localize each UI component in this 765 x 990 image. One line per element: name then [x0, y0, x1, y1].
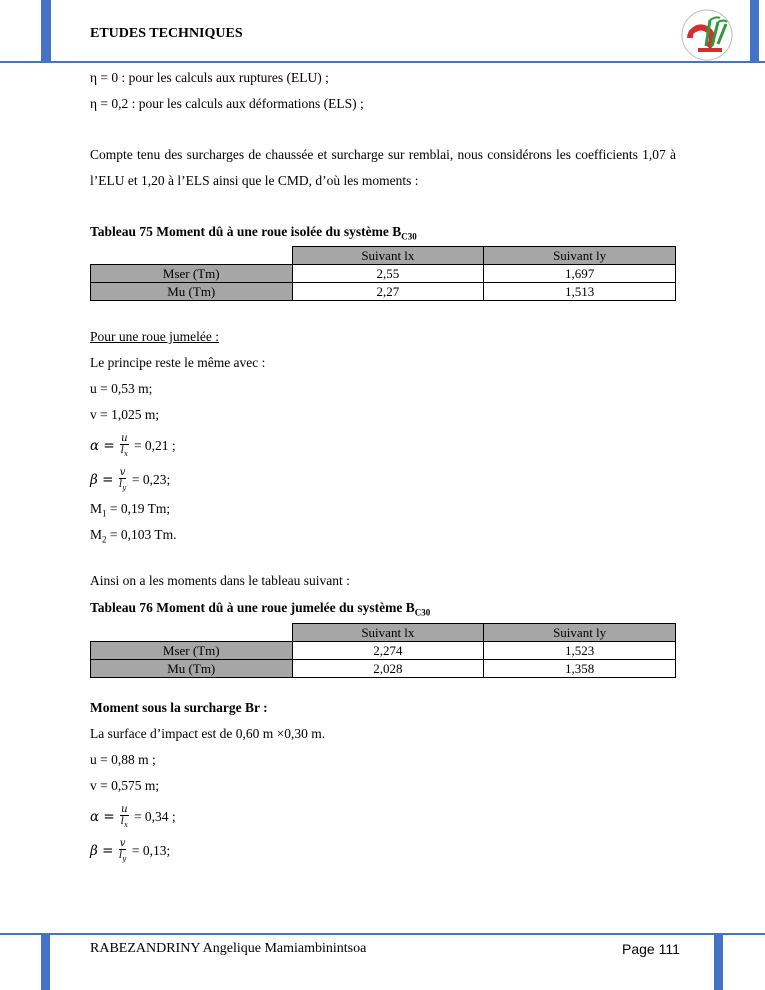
surface-line: La surface d’impact est de 0,60 m ×0,30 m.: [90, 726, 326, 741]
table75-caption: Tableau 75 Moment dû à une roue isolée du système $B_{C30}$: [90, 224, 417, 242]
row-label: Mser (Tm): [91, 642, 293, 660]
ainsi-line: Ainsi on a les moments dans le tableau suivant :: [90, 573, 350, 588]
table-row: [91, 660, 676, 678]
cell-lx: 2,27: [292, 283, 484, 301]
coefficients-paragraph: Compte tenu des surcharges de chaussée et surcharge sur remblai, nous considérons les coefficients 1,07 à l’ELU et 1,20 à l’ELS ainsi que le CMD, d’où les moments :: [90, 147, 676, 188]
right-bottom-accent-bar: [714, 933, 723, 990]
table76-caption: Tableau 76 Moment dû à une roue jumelée du système $B_{C30}$: [90, 600, 431, 618]
header-ly: Suivant ly: [484, 247, 676, 265]
table75: [90, 246, 676, 301]
table-row: [91, 283, 676, 301]
header-lx: Suivant lx: [292, 624, 484, 642]
cell-ly: 1,523: [484, 642, 676, 660]
alpha1-line: α = $\frac{u}{l_x}$ = 0,21 ;: [90, 433, 176, 459]
left-top-accent-bar: [41, 0, 51, 62]
cell-ly: 1,697: [484, 265, 676, 283]
header-lx: Suivant lx: [292, 247, 484, 265]
footer-page-number: Page 111: [622, 941, 680, 957]
eta-elu-line: η = 0 : pour les calculs aux ruptures (ELU) ;: [90, 70, 329, 85]
page-content: [90, 68, 676, 870]
right-top-accent-bar: [750, 0, 759, 62]
header-divider: [0, 61, 765, 63]
m1-line: $M_1 = 0,19$ Tm;: [90, 501, 171, 519]
header-title: ETUDES TECHNIQUES: [90, 26, 243, 41]
cell-ly: 1,513: [484, 283, 676, 301]
row-label: Mu (Tm): [91, 283, 293, 301]
footer-author: RABEZANDRINY Angelique Mamiambinintsoa: [90, 941, 367, 956]
cell-lx: 2,55: [292, 265, 484, 283]
eta-els-line: η = 0,2 : pour les calculs aux déformations (ELS) ;: [90, 96, 364, 111]
u1-line: u = 0,53 m;: [90, 381, 153, 396]
table-row: [91, 265, 676, 283]
roue-jumelee-title: Pour une roue jumelée :: [90, 329, 219, 344]
u2-line: u = 0,88 m ;: [90, 752, 156, 767]
table-header-row: [91, 624, 676, 642]
row-label: Mu (Tm): [91, 660, 293, 678]
table76: [90, 623, 676, 678]
beta1-line: β = $\frac{v}{l_y}$ = 0,23;: [90, 467, 171, 493]
alpha2-line: α = $\frac{u}{l_x}$ = 0,34 ;: [90, 804, 176, 830]
cell-lx: 2,274: [292, 642, 484, 660]
cell-lx: 2,028: [292, 660, 484, 678]
university-logo-icon: [676, 8, 738, 62]
principe-line: Le principe reste le même avec :: [90, 355, 266, 370]
beta2-line: β = $\frac{v}{l_y}$ = 0,13;: [90, 838, 171, 864]
table-header-row: [91, 247, 676, 265]
v1-line: v = 1,025 m;: [90, 407, 160, 422]
row-label: Mser (Tm): [91, 265, 293, 283]
footer-divider: [0, 933, 765, 935]
left-bottom-accent-bar: [41, 933, 50, 990]
br-title: Moment sous la surcharge Br :: [90, 700, 268, 715]
cell-ly: 1,358: [484, 660, 676, 678]
header-ly: Suivant ly: [484, 624, 676, 642]
m2-line: $M_2 = 0,103$ Tm.: [90, 527, 177, 545]
table-row: [91, 642, 676, 660]
v2-line: v = 0,575 m;: [90, 778, 160, 793]
